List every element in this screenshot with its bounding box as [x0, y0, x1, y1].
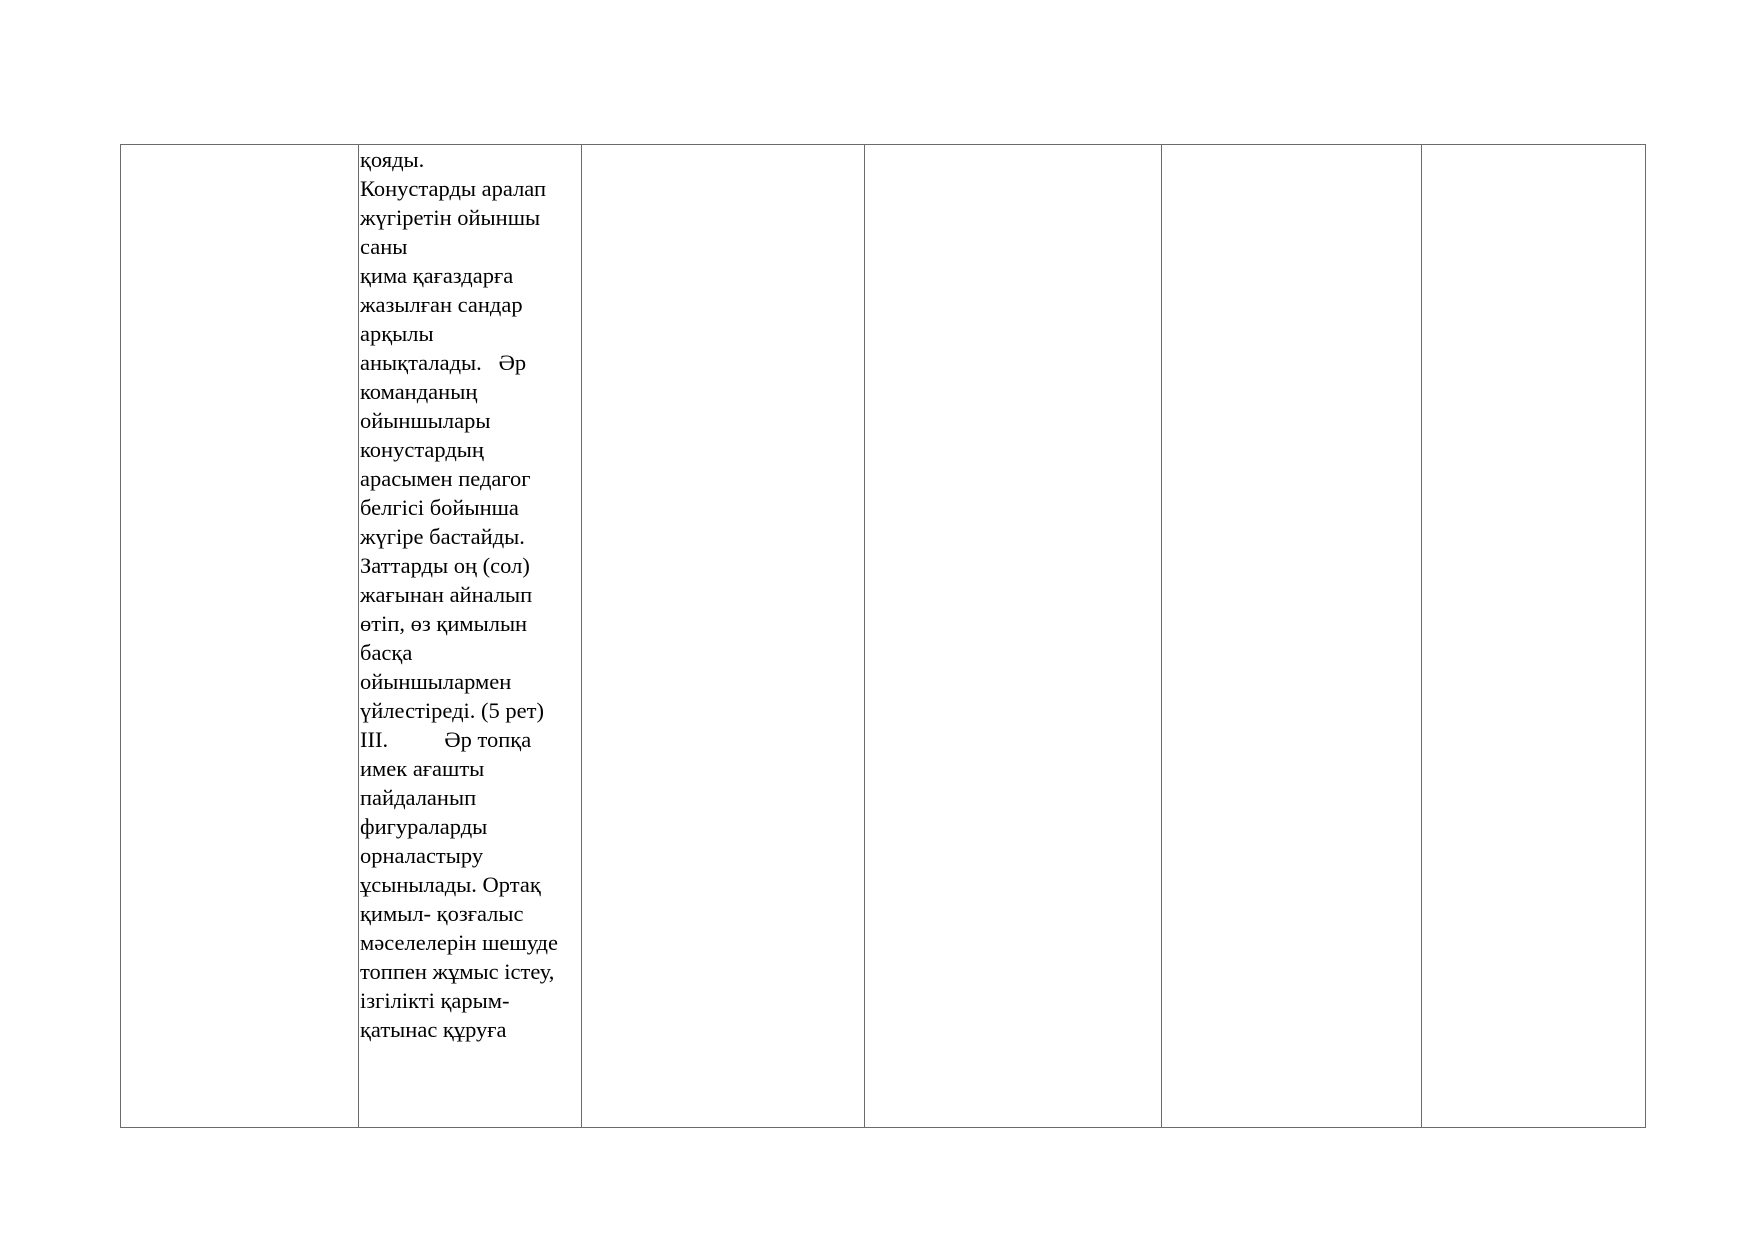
- lesson-plan-table: [120, 144, 1646, 1128]
- text-line: ізгілікті қарым-: [360, 988, 510, 1013]
- text-line: қимыл- қозғалыс: [360, 901, 524, 926]
- text-line: анықталады. Әр: [360, 350, 527, 375]
- text-line: пайдаланып: [360, 785, 477, 810]
- text-line: ұсынылады. Ортақ: [360, 872, 541, 897]
- text-line: қима қағаздарға: [360, 263, 514, 288]
- text-line: мәселелерін шешуде: [360, 930, 558, 955]
- text-line: орналастыру: [360, 843, 484, 868]
- text-line: арқылы: [360, 321, 434, 346]
- text-line: ойыншылары: [360, 408, 491, 433]
- table-cell-col-2: [359, 145, 582, 1128]
- text-line: ІІІ. Әр топқа: [360, 727, 532, 752]
- text-line: қатынас құруға: [360, 1017, 507, 1042]
- text-line: ойыншылармен: [360, 669, 512, 694]
- text-line: жазылған сандар: [360, 292, 523, 317]
- text-line: саны: [360, 234, 408, 259]
- table-cell-col-5: [1162, 145, 1422, 1128]
- text-line: Конустарды аралап: [360, 176, 547, 201]
- text-line: жүгіре бастайды.: [360, 524, 525, 549]
- text-line: өтіп, өз қимылын: [360, 611, 528, 636]
- table-cell-col-3: [582, 145, 865, 1128]
- text-line: команданың: [360, 379, 478, 404]
- text-line: топпен жұмыс істеу,: [360, 959, 555, 984]
- text-line: Заттарды оң (сол): [360, 553, 530, 578]
- cell-text: [359, 145, 581, 1044]
- text-line: фигураларды: [360, 814, 488, 839]
- text-line: арасымен педагог: [360, 466, 531, 491]
- table-row: [121, 145, 1646, 1128]
- text-line: конустардың: [360, 437, 484, 462]
- text-line: үйлестіреді. (5 рет): [360, 698, 544, 723]
- table-cell-col-6: [1422, 145, 1646, 1128]
- text-line: басқа: [360, 640, 413, 665]
- text-line: белгісі бойынша: [360, 495, 519, 520]
- text-line: жағынан айналып: [360, 582, 533, 607]
- text-line: қояды.: [360, 147, 425, 172]
- table-cell-col-1: [121, 145, 359, 1128]
- table-cell-col-4: [865, 145, 1162, 1128]
- text-line: жүгіретін ойыншы: [360, 205, 541, 230]
- text-line: имек ағашты: [360, 756, 485, 781]
